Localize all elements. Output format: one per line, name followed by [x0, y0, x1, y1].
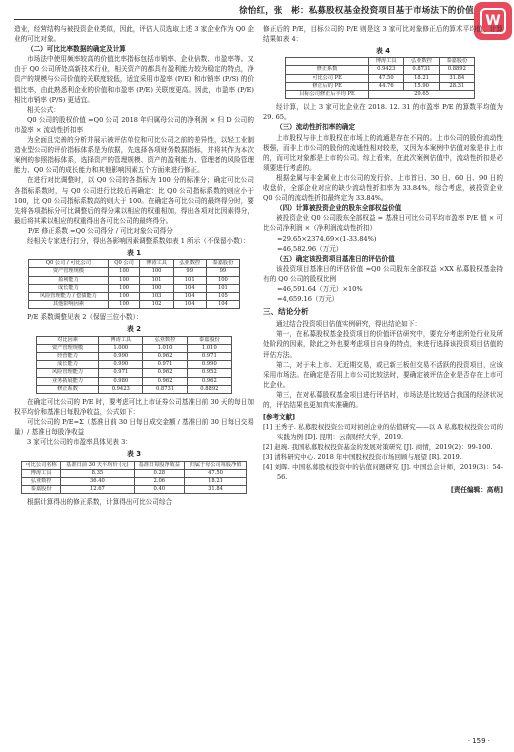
table-cell: 28.31	[439, 82, 474, 90]
table-cell: 100	[108, 276, 140, 284]
paragraph: 该投资项目基准日的评估价值 =Q0 公司股东全部权益 ×XX 私募股权基金持有的 Q0 公司的股权比例	[263, 264, 503, 283]
table-cell: 2.06	[134, 477, 185, 485]
table-cell: 资产管理规模	[29, 268, 109, 276]
paragraph: 经相关专家进行打分，得出各影响因素调整系数如表 1 所示（不保留小数）：	[27, 236, 250, 245]
table-row	[29, 301, 240, 309]
reference-item: [2] 赵琬. 我国私募股权投资基金的发展对策研究 [J]. 商情，2019(2)：99-100.	[263, 443, 493, 452]
table-cell: 成长能力	[29, 284, 109, 292]
table-cell: 1.010	[187, 344, 231, 352]
table-header-cell: 对比因素	[37, 336, 99, 344]
table-cell: 31.84	[439, 74, 474, 82]
paragraph: 根据计算得出的修正系数，计算得出可比公司综合	[27, 498, 173, 507]
table-row	[37, 377, 232, 385]
table-row	[37, 385, 232, 393]
paragraph: 被投资企业 Q0 公司股东全部权益 = 基准日可比公司平均市盈率 P/E 值 × 可比公司净利润 ×（净利润流动性折扣）	[263, 214, 503, 233]
table-cell: 0.28	[134, 469, 185, 477]
table-cell: 101	[206, 284, 239, 292]
formula: 可比公司的 P/E=Σ（基准日前 30 日每日成交金额 / 基准日前 30 日每日交易量）/ 基准日每股净收益	[14, 418, 254, 437]
subsection-heading: （五）确定该投资项目基准日的评估价值	[276, 254, 395, 263]
references	[263, 412, 503, 482]
paragraph: P/E 系数调整见表 2（保留三位小数）：	[27, 313, 143, 322]
table-header-cell: 泰嘉股份	[187, 336, 231, 344]
table-cell: 44.76	[369, 82, 404, 90]
table-caption: 表 3	[127, 450, 141, 459]
table-cell: 100	[206, 276, 239, 284]
table-cell: 0.971	[143, 361, 187, 369]
table-cell: 104	[173, 292, 206, 300]
table-cell: 47.50	[369, 74, 404, 82]
table-cell: 100	[108, 301, 140, 309]
table-header-row	[29, 260, 240, 268]
table-row	[286, 66, 475, 74]
table-cell: 0.9423	[99, 385, 143, 393]
formula: =4,659.16（万元）	[277, 295, 339, 304]
table-cell: 1.000	[99, 344, 143, 352]
table-row	[286, 74, 475, 82]
table-cell: 47.50	[185, 469, 247, 477]
table-cell: 102	[140, 301, 173, 309]
references-title: [参考文献]	[263, 413, 295, 422]
subsection-heading: （二）可比比率数据的确定及计算	[27, 45, 126, 54]
table-header-cell: 归属于母公司每股净值	[185, 461, 247, 469]
table-cell: 31.84	[185, 486, 247, 494]
table-header-row	[37, 336, 232, 344]
paragraph: 上市股权与非上市股权在市场上的流通是存在不同的。上市公司的股份流动性极强，而非上市公司的股份的流通性相对较差，又因为本案例中估值对象是非上市的，而可比对象都是上市的公司。综上看来，在此次案例估值中，流动性折扣是必须要进行考虑的。	[263, 133, 503, 172]
table-cell: 盈利能力	[29, 276, 109, 284]
table-cell: 29.65	[369, 91, 475, 99]
left-column	[14, 24, 254, 507]
table-row	[37, 369, 232, 377]
reference-item: [4] 刘晖. 中国私募股权投资中的估值问题研究 [J]. 中国总会计师，2019(3)：54-56.	[263, 463, 503, 482]
table-caption: 表 4	[376, 47, 390, 56]
table-cell: 100	[108, 268, 140, 276]
paragraph: 相关公式：	[27, 105, 60, 114]
paragraph: 经计算，以上 3 家可比企业在 2018. 12. 31 的市盈率 P/E 的算数平均值为 29. 65。	[263, 103, 503, 122]
table-cell: 105	[206, 292, 239, 300]
paragraph: 3 家可比公司的市盈率具体见表 3：	[27, 438, 132, 447]
subsection-heading: （三）流动性折扣率的确定	[276, 123, 356, 132]
table-header-cell: 弘亚数控	[143, 336, 187, 344]
table-cell: 经营能力	[37, 352, 99, 360]
formula: =46,582.96（万元）	[277, 244, 343, 253]
paragraph: 根据金属与非金属业上市公司的发行价、上市首日、30 日、60 日、90 日的收盘价，全部企业对应的缺少流动性折扣率为 33.84%，综合考虑，被投资企业 Q0 公司的流动性折扣最终定为 33.84%。	[263, 173, 503, 203]
table-header-cell: 弘亚数控	[173, 260, 206, 268]
table-cell: 0.8892	[439, 66, 474, 74]
table-header-cell: 弘亚数控	[404, 58, 439, 66]
table-row	[37, 352, 232, 360]
table-cell: 修正系数	[286, 66, 369, 74]
table-cell: 0.40	[134, 486, 185, 494]
table-cell: 104	[173, 284, 206, 292]
table-caption: 表 2	[127, 325, 141, 334]
paragraph: Q0 公司的股权价值 =Q0 公司 2018 年归属母公司的净利润 × 归 D 公司的市盈率 × 流动性折扣率	[14, 115, 254, 134]
table-header-cell: Q0 公司	[108, 260, 140, 268]
table-cell: 104	[173, 301, 206, 309]
table-cell: 100	[140, 284, 173, 292]
table-header-cell: 基准日前 30 天平均价 (元)	[61, 461, 134, 469]
table-header-cell: 泰嘉股份	[206, 260, 239, 268]
paragraph: 为全面且完善的分析并展示被评估单位和可比公司之前的差异性，以轻工业制造业型公司的评价指标体系是为依据，先选择各项财务数据指标，并将其作为本次案例的参照指标体系，选择资产的管理规模、资产的盈利能力、管理者的风险管理能力、Q0 公司的成长能力和其他影响因素五个方面来进行修正。	[14, 136, 254, 175]
table-cell: 可比公司 PE	[286, 74, 369, 82]
table-cell: 0.962	[143, 369, 187, 377]
table-cell: 103	[140, 292, 173, 300]
table-cell: 36.40	[61, 477, 134, 485]
table-cell: 0.962	[143, 352, 187, 360]
table-cell: 0.971	[99, 369, 143, 377]
formula: =29.65×2374.69×(1-33.84%)	[277, 234, 377, 243]
table-cell: 风险管理能力	[37, 369, 99, 377]
table-row	[22, 469, 247, 477]
table-header-row	[286, 58, 475, 66]
table-cell: 0.8892	[187, 385, 231, 393]
paragraph: 第二，对于未上市、无近期交易，或已新三板但交易不活跃的投资项目，应该采用市场法。在确定是否用上市公司比较法时，要确定被评估企业是否存在上市可比企业。	[263, 360, 503, 389]
table-cell: 0.990	[99, 361, 143, 369]
table-cell: 0.980	[99, 377, 143, 385]
table-cell: 0.8731	[143, 385, 187, 393]
paragraph: 在进行对比调整时，以 Q0 公司的各指标为 100 分的标准分；确定可比公司各指标系数时，与 Q0 公司进行比较后再确定：比 Q0 公司指标系数的则应小于 100，比 Q0 公司指标系数高的则大于 100。在确定各可比公司的最终得分时，要先将各项指标分可比调整后的得分乘以相应的权重相加，得出各项对比因素得分，最后将其乘以相应的权重得出各可比公司的最终得分。	[14, 176, 254, 225]
table-cell: 99	[206, 268, 239, 276]
table-header-cell: 泰嘉股份	[439, 58, 474, 66]
table-row	[286, 82, 475, 90]
table-cell: 泰嘉股份	[22, 486, 61, 494]
table-cell: 业务拓展能力	[37, 377, 99, 385]
table-cell: 100	[140, 268, 173, 276]
right-column	[263, 24, 503, 495]
table-row	[29, 284, 240, 292]
table-cell: 1.010	[143, 344, 187, 352]
table-1	[28, 259, 240, 309]
table-cell: 15.90	[404, 82, 439, 90]
formula: P/E 修正系数 =Q0 公司得分 / 可比对象公司得分	[28, 226, 173, 235]
table-cell: 资产管理规模	[37, 344, 99, 352]
paragraph: 通过结合投资项目估值实例研究，得出结论如下：	[276, 320, 422, 329]
table-cell: 其他影响因素	[29, 301, 109, 309]
formula: =46,591.64（万元）×10%	[277, 284, 363, 293]
table-header-cell	[286, 58, 369, 66]
table-cell: 101	[173, 276, 206, 284]
page-number: · 159 ·	[467, 737, 490, 745]
table-cell: 18.21	[185, 477, 247, 485]
table-cell: 99	[173, 268, 206, 276]
table-cell: 18.21	[404, 74, 439, 82]
table-caption: 表 1	[127, 249, 141, 258]
paragraph: 第一，在私募股权基金投资项目的价值评估研究中，要充分考虑所处行业及所处阶段的因素，除此之外也要考虑项目自身的特点，来进行选择该投资项目估值的评估方法。	[263, 330, 503, 359]
table-header-cell: 博涛工具	[369, 58, 404, 66]
table-3	[21, 461, 247, 495]
reference-item: [1] 王秀子. 私募股权投资公司对初创企业的估值研究——以 A 私募股权投资公司的实践为例 [D]. 昆明：云南财经大学，2019.	[263, 423, 503, 442]
table-4	[285, 57, 475, 99]
table-cell: 100	[108, 292, 140, 300]
table-cell: 0.990	[99, 352, 143, 360]
table-cell: 101	[140, 276, 173, 284]
table-cell: 0.990	[187, 361, 231, 369]
table-cell: 0.962	[187, 377, 231, 385]
table-row	[286, 91, 475, 99]
table-cell: 修正后的 PE	[286, 82, 369, 90]
paragraph: 市场法中使用频率较高的价值比率指标包括市销率、企业倍数、市盈率等。又由于 Q0 公司所处高新技术行业，相关资产的都具有盈利能力较为稳定的特点，净资产的规模与公司价值的关联度较低，适宜采用市盈率 (P/E) 和市销率 (P/S) 的价值比率，由此熟悉利企业的价值和市盈率 (P/E) 关联度更高。因此，市盈率 (P/E) 相比市销率 (P/S) 更适宜。	[14, 55, 254, 104]
table-cell: 0.8731	[404, 66, 439, 74]
table-row	[37, 361, 232, 369]
table-header-row	[22, 461, 247, 469]
editor-note: [责任编辑：高萌]	[450, 486, 503, 495]
table-cell: 100	[108, 284, 140, 292]
table-cell: 8.35	[61, 469, 134, 477]
subsection-heading: （四）计算被投资企业的股东全部权益价值	[276, 204, 402, 213]
app-badge-icon: W	[480, 8, 506, 34]
table-row	[29, 276, 240, 284]
running-header-title: 徐怡红，张 彬：私募股权基金投资项目基于市场法下的价值	[239, 6, 474, 16]
table-header-cell: Q0 公司 / 可比公司	[29, 260, 109, 268]
table-row	[29, 268, 240, 276]
table-cell: 0.952	[187, 369, 231, 377]
table-cell: 弘亚数控	[22, 477, 61, 485]
table-row	[29, 292, 240, 300]
table-header-cell: 基准日每股净收益	[134, 461, 185, 469]
table-row	[37, 344, 232, 352]
table-cell: 0.971	[187, 352, 231, 360]
paragraph: 在确定可比公司的 P/E 时，要考虑可比上市证券公司基准日前 30 天的每日加权平均价和基准日每股净收益，公式如下：	[14, 397, 254, 417]
table-header-cell: 博涛工具	[99, 336, 143, 344]
table-cell: 104	[206, 301, 239, 309]
table-cell: 博涛工具	[22, 469, 61, 477]
running-header	[14, 0, 474, 20]
paragraph: 造业，经营结构与被投资企业类似，因此，评估人员选取上述 3 家企业作为 Q0 企业的可比对象。	[14, 25, 254, 44]
table-cell: 0.962	[143, 377, 187, 385]
table-cell: 目标公司修正后平均 PE	[286, 91, 369, 99]
paragraph: 第三，在对私募股权基金项目进行评估时，市场法是比较适合我国的经济状况的，评估结果也更加真实准确的。	[263, 390, 503, 410]
table-row	[22, 477, 247, 485]
section-heading: 三、结论分析	[263, 307, 309, 317]
table-2	[36, 336, 232, 394]
paragraph: 修正后的 P/E，目标公司的 P/E 则是这 3 家可比对象修正后的算术平均值，计算结果如表 4：	[263, 25, 503, 44]
table-header-cell: 博涛工具	[140, 260, 173, 268]
table-row	[22, 486, 247, 494]
table-cell: 修正系数	[37, 385, 99, 393]
table-cell: 成长能力	[37, 361, 99, 369]
table-cell: 0.9423	[369, 66, 404, 74]
table-cell: 12.67	[61, 486, 134, 494]
table-header-cell: 可比公司名称	[22, 461, 61, 469]
reference-item: [3] 清科研究中心. 2018 年中国股权投资市场回顾与展望 [R]. 2019.	[263, 453, 462, 462]
table-cell: 风险管理能力 / 偿债能力	[29, 292, 109, 300]
